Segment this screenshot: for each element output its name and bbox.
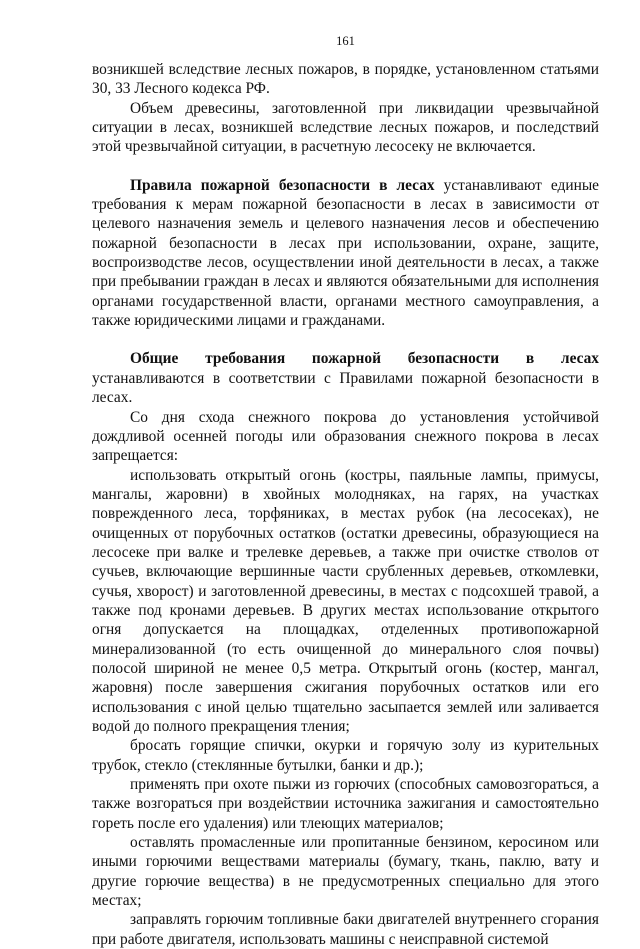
fire-rules-heading: Правила пожарной безопасности в лесах [130, 176, 435, 194]
paragraph-continuation: возникшей вследствие лесных пожаров, в порядке, установленном статьями 30, 33 Лесного кодекса РФ. [92, 61, 599, 98]
paragraph-general-requirements [92, 349, 599, 407]
list-item-refueling: заправлять горючим топливные баки двигателей внутреннего сгорания при работе двигателя, использовать машины с неисправной системой [92, 911, 599, 948]
list-item-oily-materials: оставлять промасленные или пропитанные бензином, керосином или иными горючими веществами материалы (бумагу, ткань, паклю, вату и другие горючие вещества) в не предусмотренных специально для этого местах; [92, 834, 599, 910]
document-page [92, 34, 599, 949]
fire-rules-text: устанавливают единые требования к мерам пожарной безопасности в лесах в зависимости от целевого назначения земель и целевого назначения лесов и обеспечению пожарной безопасности в лесах при использовании, охране, защите, воспроизводстве лесов, осуществлении иной деятельности в лесах, а также при пребывании граждан в лесах и являются обязательными для исполнения органами государственной власти, органами местного самоуправления, а также юридическими лицами и гражданами. [92, 176, 599, 330]
page-number: 161 [336, 34, 355, 48]
general-requirements-heading: Общие требования пожарной безопасности в лесах [130, 350, 599, 368]
list-item-wads: применять при охоте пыжи из горючих (способных самовозгораться, а также возгораться при воздействии источника зажигания и самостоятельно гореть после его удаления) или тлеющих материалов; [92, 776, 599, 832]
general-requirements-text: устанавливаются в соответствии с Правилами пожарной безопасности в лесах. [92, 369, 599, 407]
paragraph-wood-volume: Объем древесины, заготовленной при ликвидации чрезвычайной ситуации в лесах, возникшей вследствие лесных пожаров, и последствий этой чрезвычайной ситуации, в расчетную лесосеку не включается. [92, 99, 599, 156]
paragraph-prohibited-intro: Со дня схода снежного покрова до установления устойчивой дождливой осенней погоды или образования снежного покрова в лесах запрещается: [92, 408, 599, 465]
list-item-matches: бросать горящие спички, окурки и горячую золу из курительных трубок, стекло (стеклянные бутылки, банки и др.); [92, 737, 599, 774]
list-item-open-fire: использовать открытый огонь (костры, паяльные лампы, примусы, мангалы, жаровни) в хвойных молодняках, на гарях, на участках поврежденного леса, торфяниках, в местах рубок (на лесосеках), не очищенных от порубочных остатков (остатки древесины, образующиеся на лесосеке при валке и трелевке деревьев, а также при очистке стволов от сучьев, включающие вершинные части срубленных деревьев, откомлевки, сучья, хворост) и заготовленной древесины, в местах с подсохшей травой, а также под кронами деревьев. В других местах использование открытого огня допускается на площадках, отделенных противопожарной минерализованной (то есть очищенной до минерального слоя почвы) полосой шириной не менее 0,5 метра. Открытый огонь (костер, мангал, жаровня) после завершения сжигания порубочных остатков или его использования с иной целью тщательно засыпается землей или заливается водой до полного прекращения тления; [92, 466, 599, 735]
paragraph-fire-rules [92, 176, 599, 331]
